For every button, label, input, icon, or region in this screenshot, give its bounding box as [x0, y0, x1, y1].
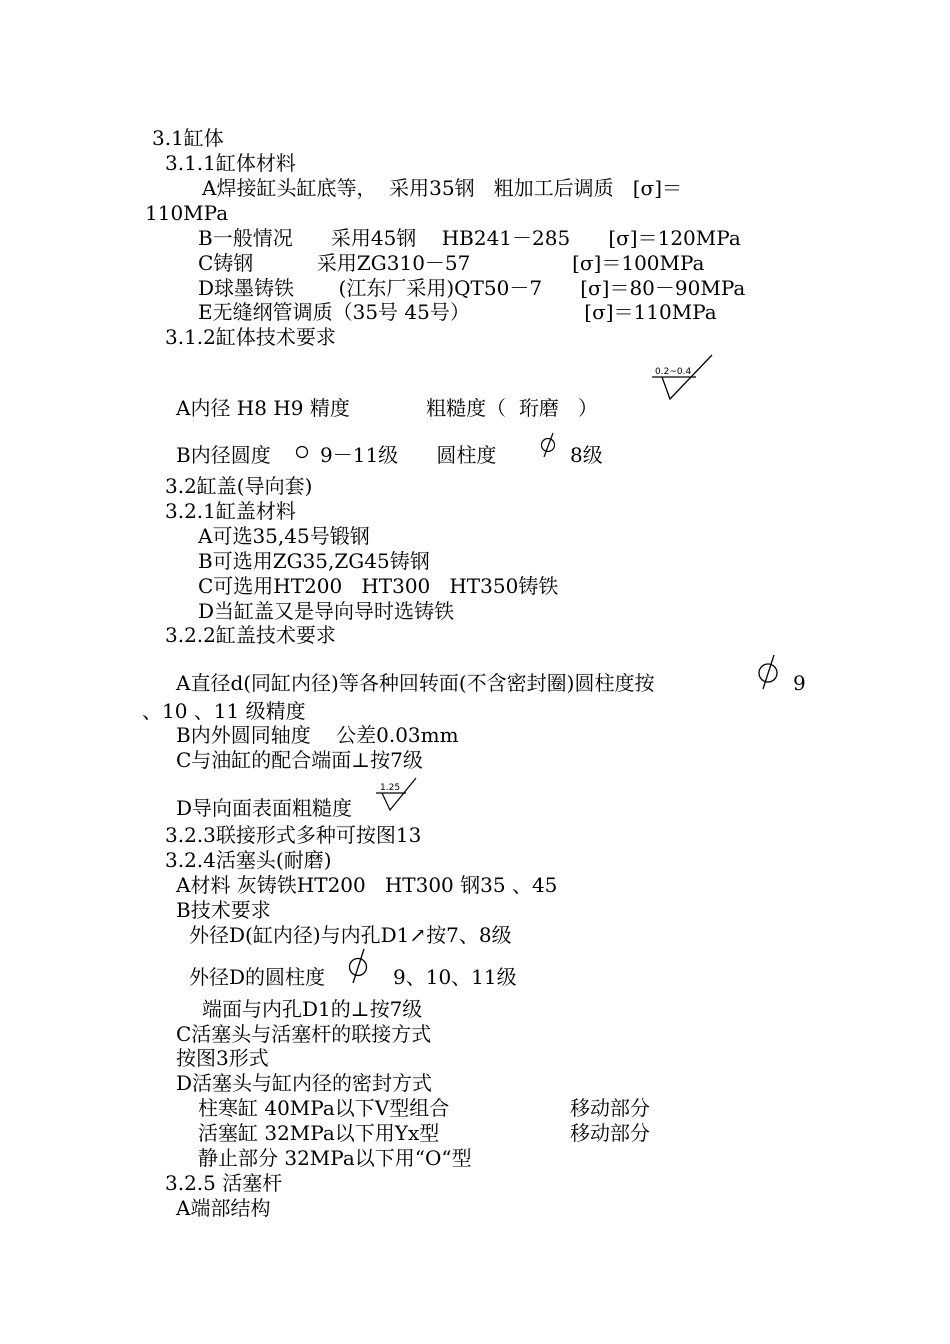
cover-material-d: D当缸盖又是导向导时选铸铁 [198, 599, 455, 623]
cover-req-d: D导向面表面粗糙度 [176, 796, 353, 820]
material-a-line-cont: 110MPa [145, 201, 229, 225]
roughness-value-1: 0.2~0.4 [655, 367, 692, 377]
cover-req-b: B内外圆同轴度 公差0.03mm [176, 723, 459, 747]
seal-line-2: 活塞缸 32MPa以下用Yx型 [198, 1121, 440, 1145]
material-e-line: E无缝纲管调质（35号 45号） [σ]＝110MPa [198, 300, 717, 324]
cover-material-c: C可选用HT200 HT300 HT350铸铁 [198, 574, 559, 598]
material-c-line: C铸钢 采用ZG310－57 [σ]＝100MPa [198, 251, 705, 275]
piston-req-2-grade: 9、10、11级 [393, 965, 517, 989]
piston-connection-ref: 按图3形式 [176, 1046, 269, 1070]
cylindricity-icon [538, 432, 560, 458]
material-a-line: A焊接缸头缸底等， 采用35钢 粗加工后调质 [σ]＝ [202, 176, 683, 200]
cover-material-b: B可选用ZG35,ZG45铸钢 [198, 549, 430, 573]
seal-line-2-type: 移动部分 [570, 1121, 650, 1145]
piston-seal: D活塞头与缸内径的密封方式 [176, 1071, 433, 1095]
cover-req-a-grade: 9 [793, 671, 806, 695]
cover-req-c: C与油缸的配合端面⊥按7级 [176, 748, 423, 772]
roundness-grade: 9－11级 圆柱度 [320, 443, 497, 467]
seal-line-1: 柱寒缸 40MPa以下V型组合 [198, 1096, 450, 1120]
heading-3-1-2: 3.1.2缸体技术要求 [165, 325, 336, 349]
cover-material-a: A可选35,45号锻钢 [198, 524, 370, 548]
seal-line-3: 静止部分 32MPa以下用“O“型 [198, 1146, 472, 1170]
cover-req-a-cont: 、10 、11 级精度 [142, 699, 306, 723]
heading-3-1: 3.1缸体 [152, 126, 224, 150]
bore-precision-line: A内径 H8 H9 精度 粗糙度（ 珩磨 ） [176, 396, 598, 420]
cylindricity-grade: 8级 [570, 443, 603, 467]
heading-3-2-5: 3.2.5 活塞杆 [165, 1171, 283, 1195]
seal-line-1-type: 移动部分 [570, 1096, 650, 1120]
piston-tech-req: B技术要求 [176, 898, 271, 922]
piston-req-2: 外径D的圆柱度 [189, 965, 326, 989]
roughness-symbol-icon [376, 778, 420, 814]
cylindricity-icon [345, 948, 373, 984]
piston-req-1: 外径D(缸内径)与内孔D1↗按7、8级 [189, 923, 512, 947]
roughness-value-2: 1.25 [380, 783, 401, 793]
heading-3-2-1: 3.2.1缸盖材料 [165, 499, 296, 523]
piston-connection: C活塞头与活塞杆的联接方式 [176, 1022, 432, 1046]
piston-req-3: 端面与内孔D1的⊥按7级 [202, 997, 423, 1021]
cylindricity-icon [754, 654, 784, 690]
material-d-line: D球墨铸铁 (江东厂采用)QT50－7 [σ]＝80－90MPa [198, 276, 746, 300]
piston-material: A材料 灰铸铁HT200 HT300 钢35 、45 [176, 873, 558, 897]
roundness-label: B内径圆度 [176, 443, 271, 467]
heading-3-2: 3.2缸盖(导向套) [165, 474, 313, 498]
heading-3-2-4: 3.2.4活塞头(耐磨) [165, 848, 332, 872]
heading-3-1-1: 3.1.1缸体材料 [165, 151, 296, 175]
material-b-line: B一般情况 采用45钢 HB241－285 [σ]＝120MPa [198, 226, 741, 250]
cover-req-a: A直径d(同缸内径)等各种回转面(不含密封圈)圆柱度按 [176, 671, 655, 695]
roughness-symbol-icon [652, 355, 716, 403]
heading-3-2-3: 3.2.3联接形式多种可按图13 [165, 823, 422, 847]
heading-3-2-2: 3.2.2缸盖技术要求 [165, 623, 336, 647]
circularity-icon [294, 444, 310, 460]
rod-end-structure: A端部结构 [176, 1196, 271, 1220]
